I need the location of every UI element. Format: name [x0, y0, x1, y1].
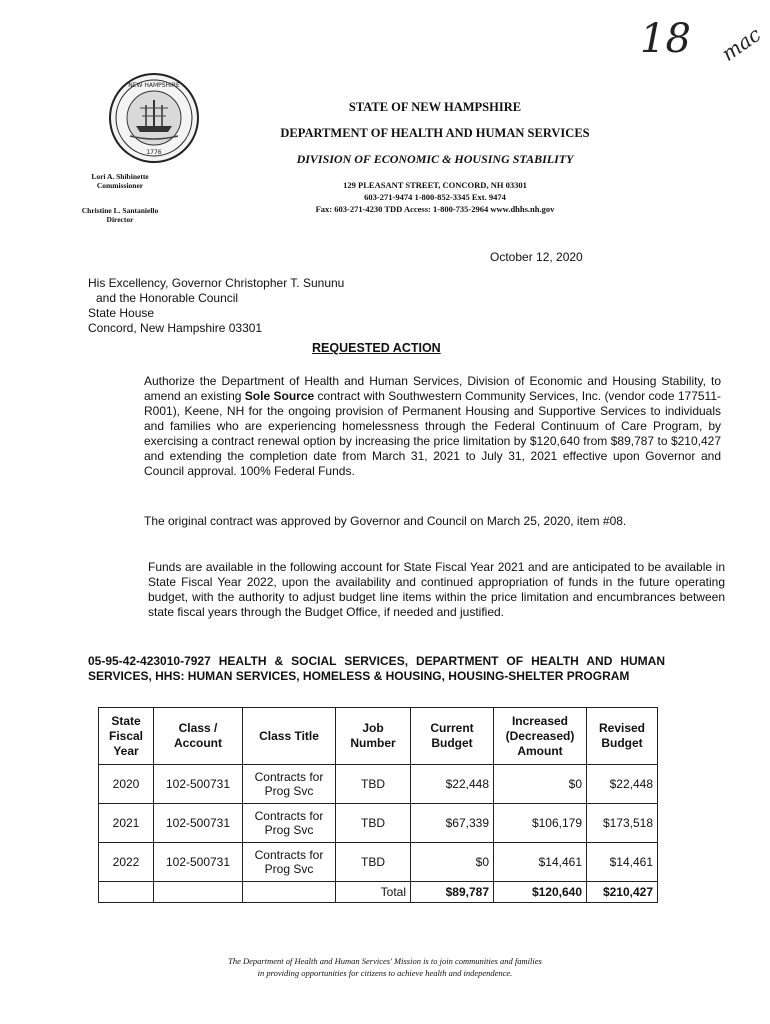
state-seal-icon: [108, 72, 200, 164]
cell-year: 2021: [99, 804, 154, 843]
header-class-title: Class Title: [243, 708, 336, 765]
handwritten-note: mac: [716, 22, 766, 66]
letterhead-division: DIVISION OF ECONOMIC & HOUSING STABILITY: [296, 152, 574, 166]
requested-action-heading: REQUESTED ACTION: [312, 341, 441, 355]
paragraph-text: Authorize the Department of Health and Human Services, Division of Economic and Housing Stability, to amend an existing: [144, 374, 721, 403]
svg-text:1776: 1776: [146, 149, 162, 156]
header-job-number: Job Number: [336, 708, 411, 765]
cell-empty: [154, 882, 243, 903]
budget-table: [98, 707, 658, 903]
addressee-line: State House: [88, 306, 155, 320]
cell-year: 2020: [99, 765, 154, 804]
official-name: Christine L. Santaniello: [81, 206, 159, 215]
letterhead-state: STATE OF NEW HAMPSHIRE: [348, 100, 522, 114]
cell-job: TBD: [336, 765, 411, 804]
official-commissioner: [70, 172, 170, 190]
table-header-row: [99, 708, 658, 765]
addressee-line: and the Honorable Council: [96, 291, 239, 305]
letterhead-fax: Fax: 603-271-4230 TDD Access: 1-800-735-2964 www.dhhs.nh.gov: [315, 204, 555, 214]
header-revised-budget: Revised Budget: [587, 708, 658, 765]
cell-current: $67,339: [411, 804, 494, 843]
cell-revised: $173,518: [587, 804, 658, 843]
table-row: [99, 843, 658, 882]
paragraph-text: contract with Southwestern Community Services, Inc. (vendor code 177511- R001), Keene, NH for the ongoing provision of Permanent Housing and Supportive Services to individuals and families who are experiencing homelessness through the Federal Continuum of Care Program, by exercising a contract renewal option by increasing the price limitation by $120,640 from $89,787 to $210,427 and extending the completion date from March 31, 2021 to July 31, 2021 effective upon Governor and Council approval. 100% Federal Funds.: [144, 389, 722, 478]
letterhead-phone: 603-271-9474 1-800-852-3345 Ext. 9474: [364, 192, 506, 202]
letterhead-department: DEPARTMENT OF HEALTH AND HUMAN SERVICES: [280, 126, 590, 140]
cell-revised: $14,461: [587, 843, 658, 882]
total-label: Total: [336, 882, 411, 903]
total-change: $120,640: [494, 882, 587, 903]
cell-title: Contracts for Prog Svc: [243, 804, 336, 843]
footer-line: in providing opportunities for citizens to achieve health and independence.: [257, 968, 513, 978]
table-total-row: [99, 882, 658, 903]
cell-change: $0: [494, 765, 587, 804]
table-row: [99, 804, 658, 843]
table-row: [99, 765, 658, 804]
header-fiscal-year: State Fiscal Year: [99, 708, 154, 765]
paragraph-funds: Funds are available in the following account for State Fiscal Year 2021 and are anticipated to be available in State Fiscal Year 2022, upon the availability and continued appropriation of funds in the future operating budget, with the authority to adjust budget line items within the price limitation and encumbrances between state fiscal years through the Budget Office, if needed and justified.: [148, 560, 725, 619]
footer-line: The Department of Health and Human Services' Mission is to join communities and families: [228, 956, 542, 966]
mission-footer: [150, 955, 620, 979]
cell-current: $0: [411, 843, 494, 882]
cell-job: TBD: [336, 804, 411, 843]
cell-title: Contracts for Prog Svc: [243, 765, 336, 804]
total-revised: $210,427: [587, 882, 658, 903]
paragraph-original-contract: The original contract was approved by Governor and Council on March 25, 2020, item #08.: [144, 514, 627, 528]
cell-change: $14,461: [494, 843, 587, 882]
letter-date: October 12, 2020: [490, 250, 583, 264]
account-heading: 05-95-42-423010-7927 HEALTH & SOCIAL SERVICES, DEPARTMENT OF HEALTH AND HUMAN SERVICES, HHS: HUMAN SERVICES, HOMELESS & HOUSING, HOUSING-SHELTER PROGRAM: [88, 654, 665, 683]
official-name: Lori A. Shibinette: [91, 172, 149, 181]
official-director: [70, 206, 170, 224]
addressee-block: [88, 276, 344, 336]
header-class-account: Class / Account: [154, 708, 243, 765]
cell-account: 102-500731: [154, 765, 243, 804]
cell-current: $22,448: [411, 765, 494, 804]
cell-empty: [99, 882, 154, 903]
addressee-line: His Excellency, Governor Christopher T. Sununu: [88, 276, 345, 290]
svg-text:NEW HAMPSHIRE: NEW HAMPSHIRE: [128, 82, 180, 89]
cell-job: TBD: [336, 843, 411, 882]
handwritten-number: 18: [640, 16, 691, 62]
header-increased-amount: Increased (Decreased) Amount: [494, 708, 587, 765]
cell-title: Contracts for Prog Svc: [243, 843, 336, 882]
cell-revised: $22,448: [587, 765, 658, 804]
letterhead-address: 129 PLEASANT STREET, CONCORD, NH 03301: [343, 180, 527, 190]
header-current-budget: Current Budget: [411, 708, 494, 765]
official-title: Commissioner: [96, 181, 144, 190]
cell-account: 102-500731: [154, 804, 243, 843]
cell-account: 102-500731: [154, 843, 243, 882]
paragraph-authorize: [88, 374, 721, 479]
cell-empty: [243, 882, 336, 903]
official-title: Director: [106, 215, 134, 224]
cell-change: $106,179: [494, 804, 587, 843]
sole-source-text: Sole Source: [244, 389, 315, 403]
addressee-line: Concord, New Hampshire 03301: [88, 321, 263, 335]
cell-year: 2022: [99, 843, 154, 882]
total-current: $89,787: [411, 882, 494, 903]
